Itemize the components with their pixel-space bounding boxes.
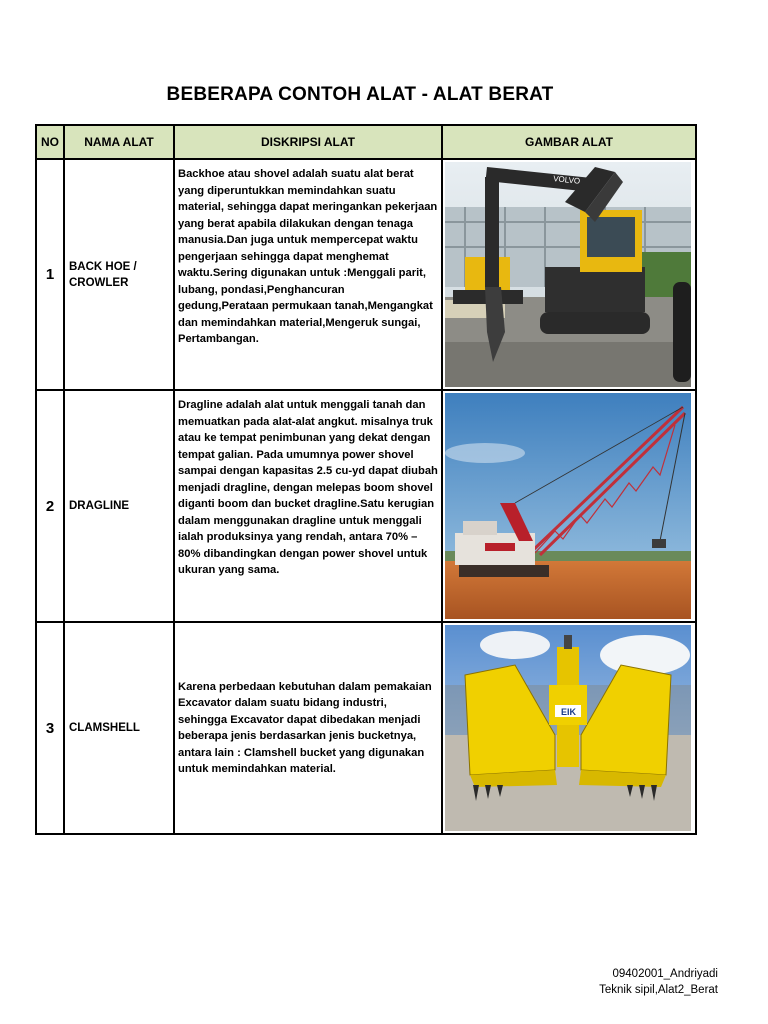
heavy-equipment-table (35, 124, 697, 835)
equipment-description: Backhoe atau shovel adalah suatu alat berat yang diperuntukkan memindahkan suatu material, sehingga dapat meringankan pekerjaan yang berat apabila dilakukan dengan tenaga manusia.Dan juga untuk mempercepat waktu pengerjaan sehingga dapat menghemat waktu.Sering digunakan untuk :Menggali parit, lubang, pondasi,Penghancuran gedung,Perataan permukaan tanah,Mengangkat dan memindahkan material,Mengeruk sungai, Pertambangan. (174, 159, 442, 390)
clamshell-image (445, 625, 691, 831)
equipment-name: BACK HOE / CROWLER (64, 159, 174, 390)
header-nama: NAMA ALAT (64, 125, 174, 159)
table-row (36, 622, 696, 834)
footer-course: Teknik sipil,Alat2_Berat (599, 984, 718, 996)
row-number: 3 (36, 622, 64, 834)
header-no: NO (36, 125, 64, 159)
equipment-image-cell (442, 622, 696, 834)
row-number: 2 (36, 390, 64, 622)
header-deskripsi: DISKRIPSI ALAT (174, 125, 442, 159)
equipment-description: Dragline adalah alat untuk menggali tanah dan memuatkan pada alat-alat angkut. misalnya truk atau ke tempat penimbunan yang dekat dengan tempat galian. Pada umumnya power shovel sampai dengan kapasitas 2.5 cu-yd dapat diubah menjadi dragline, dengan melepas boom shovel diganti boom dan bucket dragline.Satu kerugian dalam menggunakan dragline untuk menggali ialah produksinya yang rendah, antara 70% – 80% dibandingkan dengan power shovel untuk ukuran yang sama. (174, 390, 442, 622)
row-number: 1 (36, 159, 64, 390)
equipment-image-cell (442, 390, 696, 622)
equipment-name: DRAGLINE (64, 390, 174, 622)
footer (599, 966, 718, 998)
table-row (36, 390, 696, 622)
backhoe-image (445, 162, 691, 387)
table-row (36, 159, 696, 390)
dragline-image (445, 393, 691, 619)
equipment-description: Karena perbedaan kebutuhan dalam pemakaian Excavator dalam suatu bidang industri, sehingga Excavator dapat dibedakan menjadi beberapa jenis berdasarkan jenis bucketnya, antara lain : Clamshell bucket yang digunakan untuk memindahkan material. (174, 622, 442, 834)
equipment-image-cell (442, 159, 696, 390)
footer-author: 09402001_Andriyadi (612, 968, 718, 980)
excavator-brand-text: VOLVO (552, 174, 581, 186)
equipment-name: CLAMSHELL (64, 622, 174, 834)
clamshell-brand-text: EIK (561, 707, 577, 717)
table-header-row (36, 125, 696, 159)
header-gambar: GAMBAR ALAT (442, 125, 696, 159)
page-title: BEBERAPA CONTOH ALAT - ALAT BERAT (166, 84, 554, 105)
